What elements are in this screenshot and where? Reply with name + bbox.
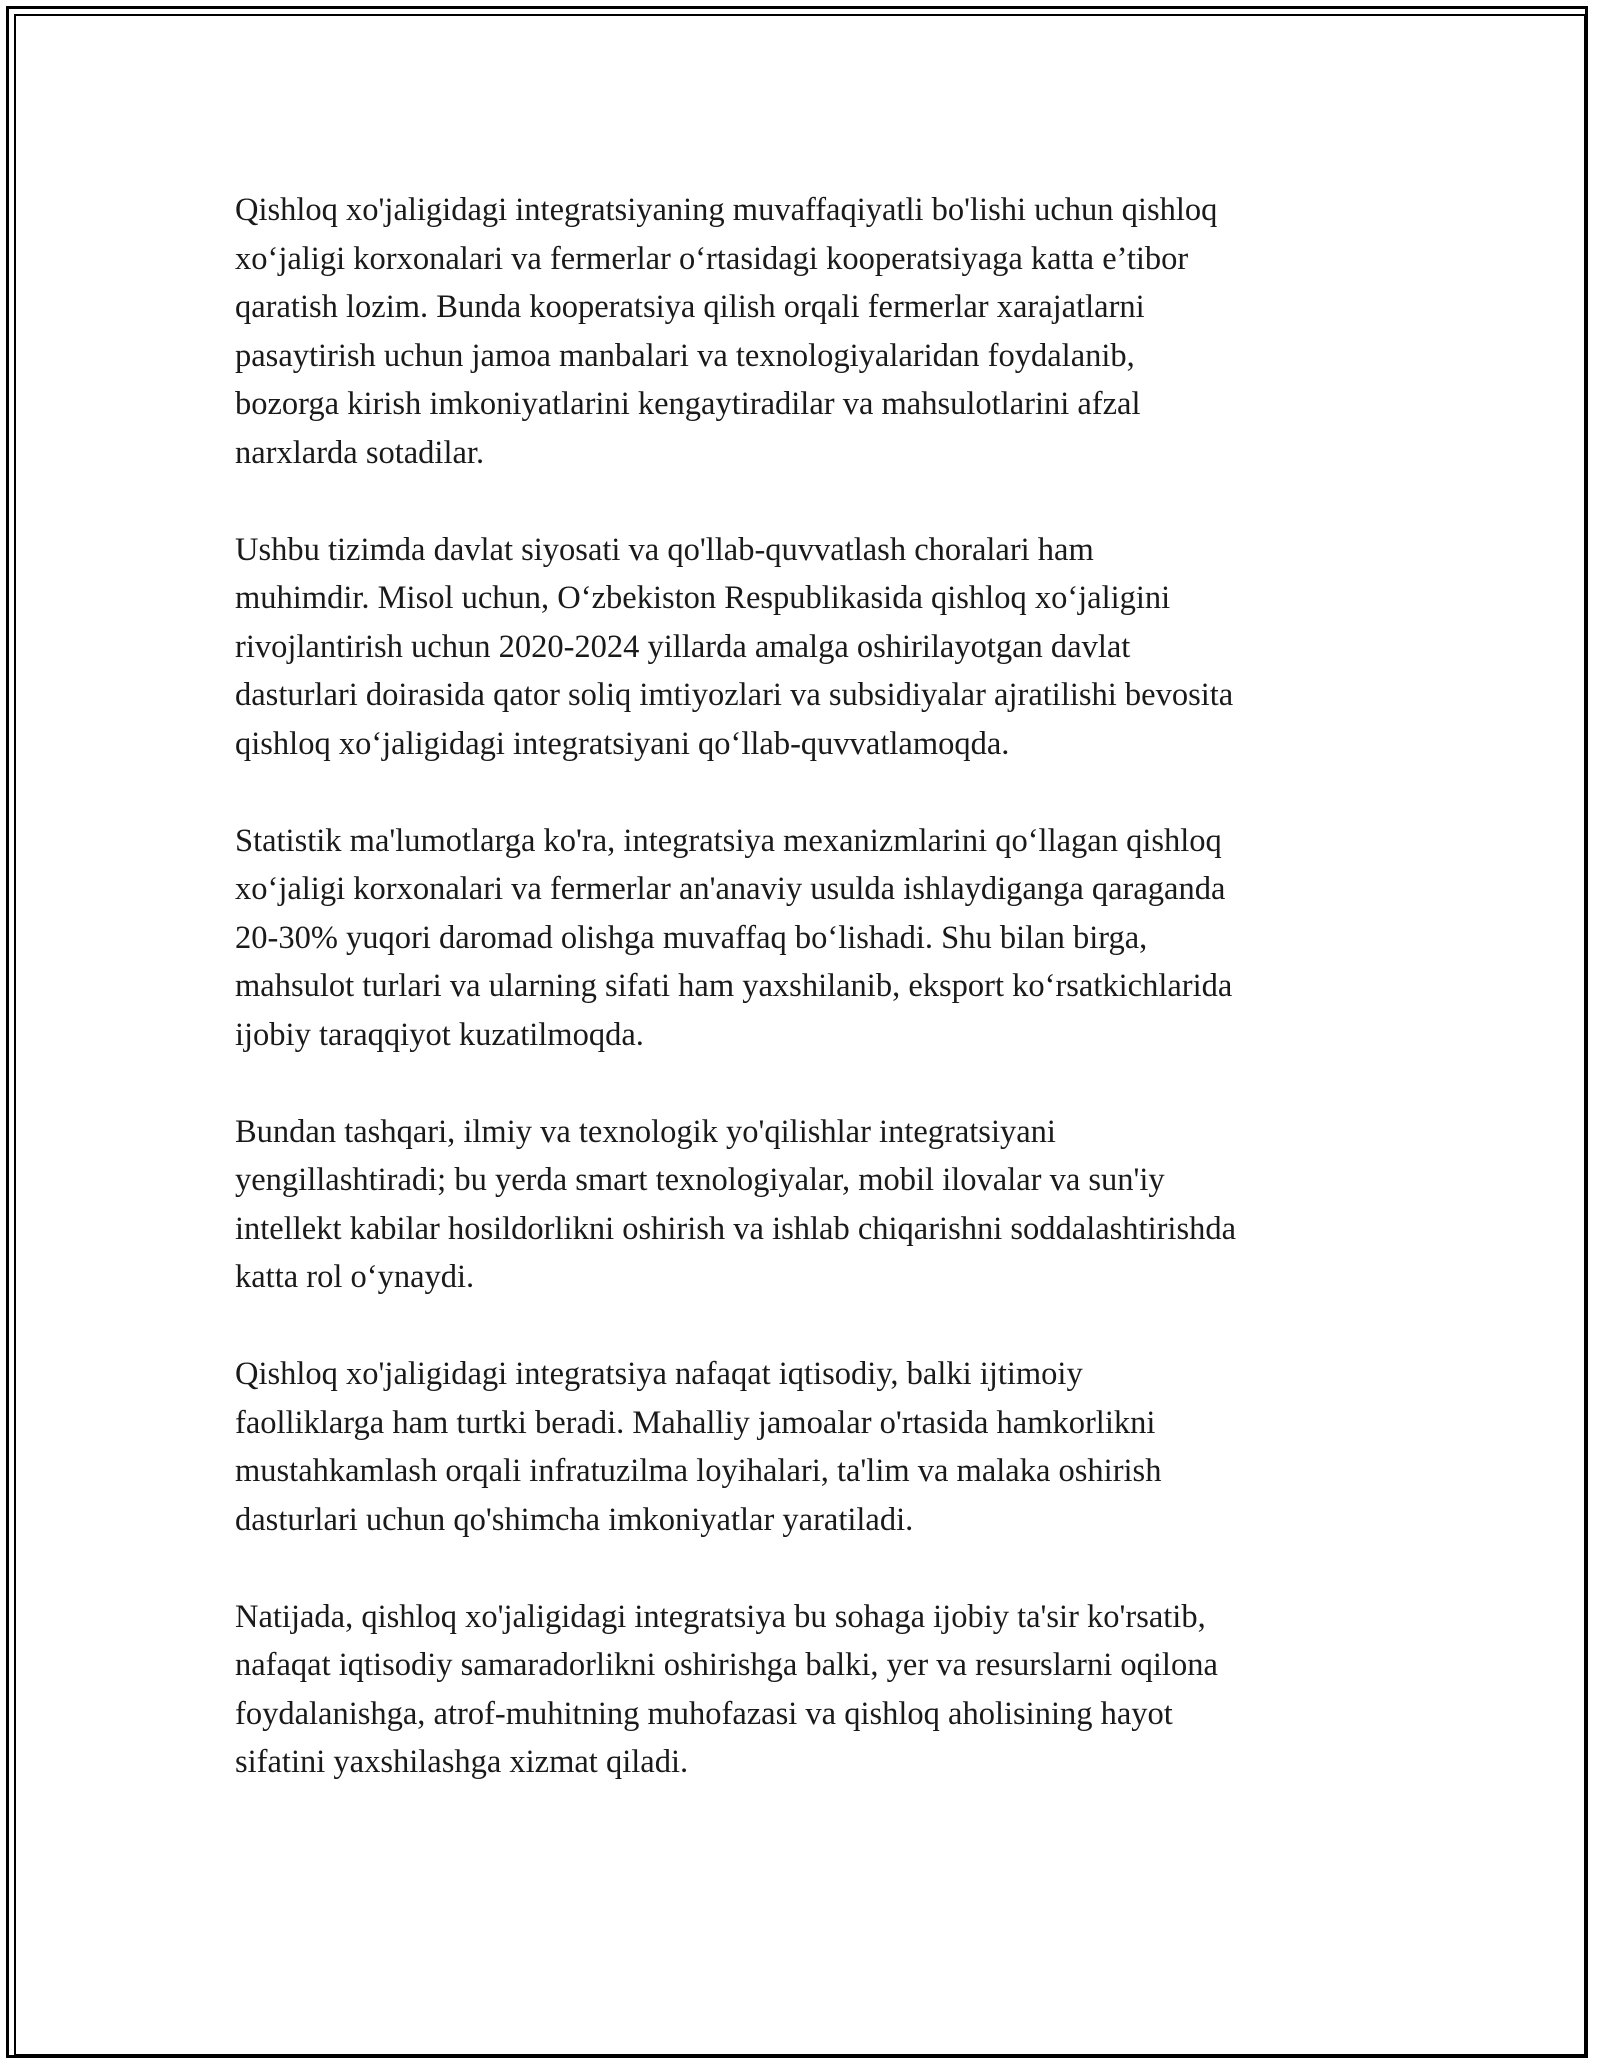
text-line: foydalanishga, atrof-muhitning muhofazasi va qishloq aholisining hayot <box>235 1695 1173 1732</box>
text-line: Natijada, qishloq xo'jaligidagi integratsiya bu sohaga ijobiy ta'sir ko'rsatib, <box>235 1598 1206 1635</box>
text-line: katta rol o‘ynaydi. <box>235 1259 475 1295</box>
text-line: narxlarda sotadilar. <box>235 434 485 471</box>
text-line: bozorga kirish imkoniyatlarini kengaytiradilar va mahsulotlarini afzal <box>235 386 1141 422</box>
text-line: Statistik ma'lumotlarga ko'ra, integratsiya mexanizmlarini qo‘llagan qishloq <box>235 822 1222 859</box>
text-line: yengillashtiradi; bu yerda smart texnologiyalar, mobil ilovalar va sun'iy <box>235 1162 1165 1198</box>
paragraph-conclusion <box>235 1593 1370 1787</box>
text-line: xo‘jaligi korxonalari va fermerlar an'anaviy usulda ishlaydiganga qaraganda <box>235 871 1226 907</box>
text-line: rivojlantirish uchun 2020-2024 yillarda amalga oshirilayotgan davlat <box>235 628 1131 665</box>
text-line: dasturlari doirasida qator soliq imtiyozlari va subsidiyalar ajratilishi bevosita <box>235 677 1234 713</box>
text-line: pasaytirish uchun jamoa manbalari va texnologiyalaridan foydalanib, <box>235 337 1135 374</box>
paragraph-technology <box>235 1108 1370 1302</box>
paragraph-social-impact <box>235 1350 1370 1544</box>
text-line: ijobiy taraqqiyot kuzatilmoqda. <box>235 1016 644 1053</box>
text-line: intellekt kabilar hosildorlikni oshirish va ishlab chiqarishni soddalashtirishda <box>235 1210 1237 1247</box>
text-line: nafaqat iqtisodiy samaradorlikni oshirishga balki, yer va resurslarni oqilona <box>235 1647 1218 1683</box>
text-line: Bundan tashqari, ilmiy va texnologik yo'qilishlar integratsiyani <box>235 1113 1056 1150</box>
text-line: 20-30% yuqori daromad olishga muvaffaq bo‘lishadi. Shu bilan birga, <box>235 919 1148 956</box>
text-line: xo‘jaligi korxonalari va fermerlar o‘rtasidagi kooperatsiyaga katta e’tibor <box>235 240 1189 277</box>
text-line: Qishloq xo'jaligidagi integratsiya nafaqat iqtisodiy, balki ijtimoiy <box>235 1356 1083 1392</box>
text-line: mahsulot turlari va ularning sifati ham yaxshilanib, eksport ko‘rsatkichlarida <box>235 968 1233 1004</box>
text-line: qaratish lozim. Bunda kooperatsiya qilish orqali fermerlar xarajatlarni <box>235 289 1145 325</box>
paragraph-statistics <box>235 817 1370 1060</box>
text-line: dasturlari uchun qo'shimcha imkoniyatlar yaratiladi. <box>235 1501 914 1538</box>
text-line: Qishloq xo'jaligidagi integratsiyaning muvaffaqiyatli bo'lishi uchun qishloq <box>235 192 1218 228</box>
text-line: faolliklarga ham turtki beradi. Mahalliy jamoalar o'rtasida hamkorlikni <box>235 1404 1156 1441</box>
paragraph-integration-cooperation <box>235 186 1370 477</box>
text-line: Ushbu tizimda davlat siyosati va qo'llab-quvvatlash choralari ham <box>235 531 1094 568</box>
text-line: mustahkamlash orqali infratuzilma loyihalari, ta'lim va malaka oshirish <box>235 1453 1162 1489</box>
text-line: muhimdir. Misol uchun, O‘zbekiston Respublikasida qishloq xo‘jaligini <box>235 580 1171 616</box>
paragraph-state-policy <box>235 526 1370 769</box>
text-line: qishloq xo‘jaligidagi integratsiyani qo‘llab-quvvatlamoqda. <box>235 725 1010 762</box>
document-body <box>235 186 1370 1835</box>
text-line: sifatini yaxshilashga xizmat qiladi. <box>235 1744 689 1780</box>
